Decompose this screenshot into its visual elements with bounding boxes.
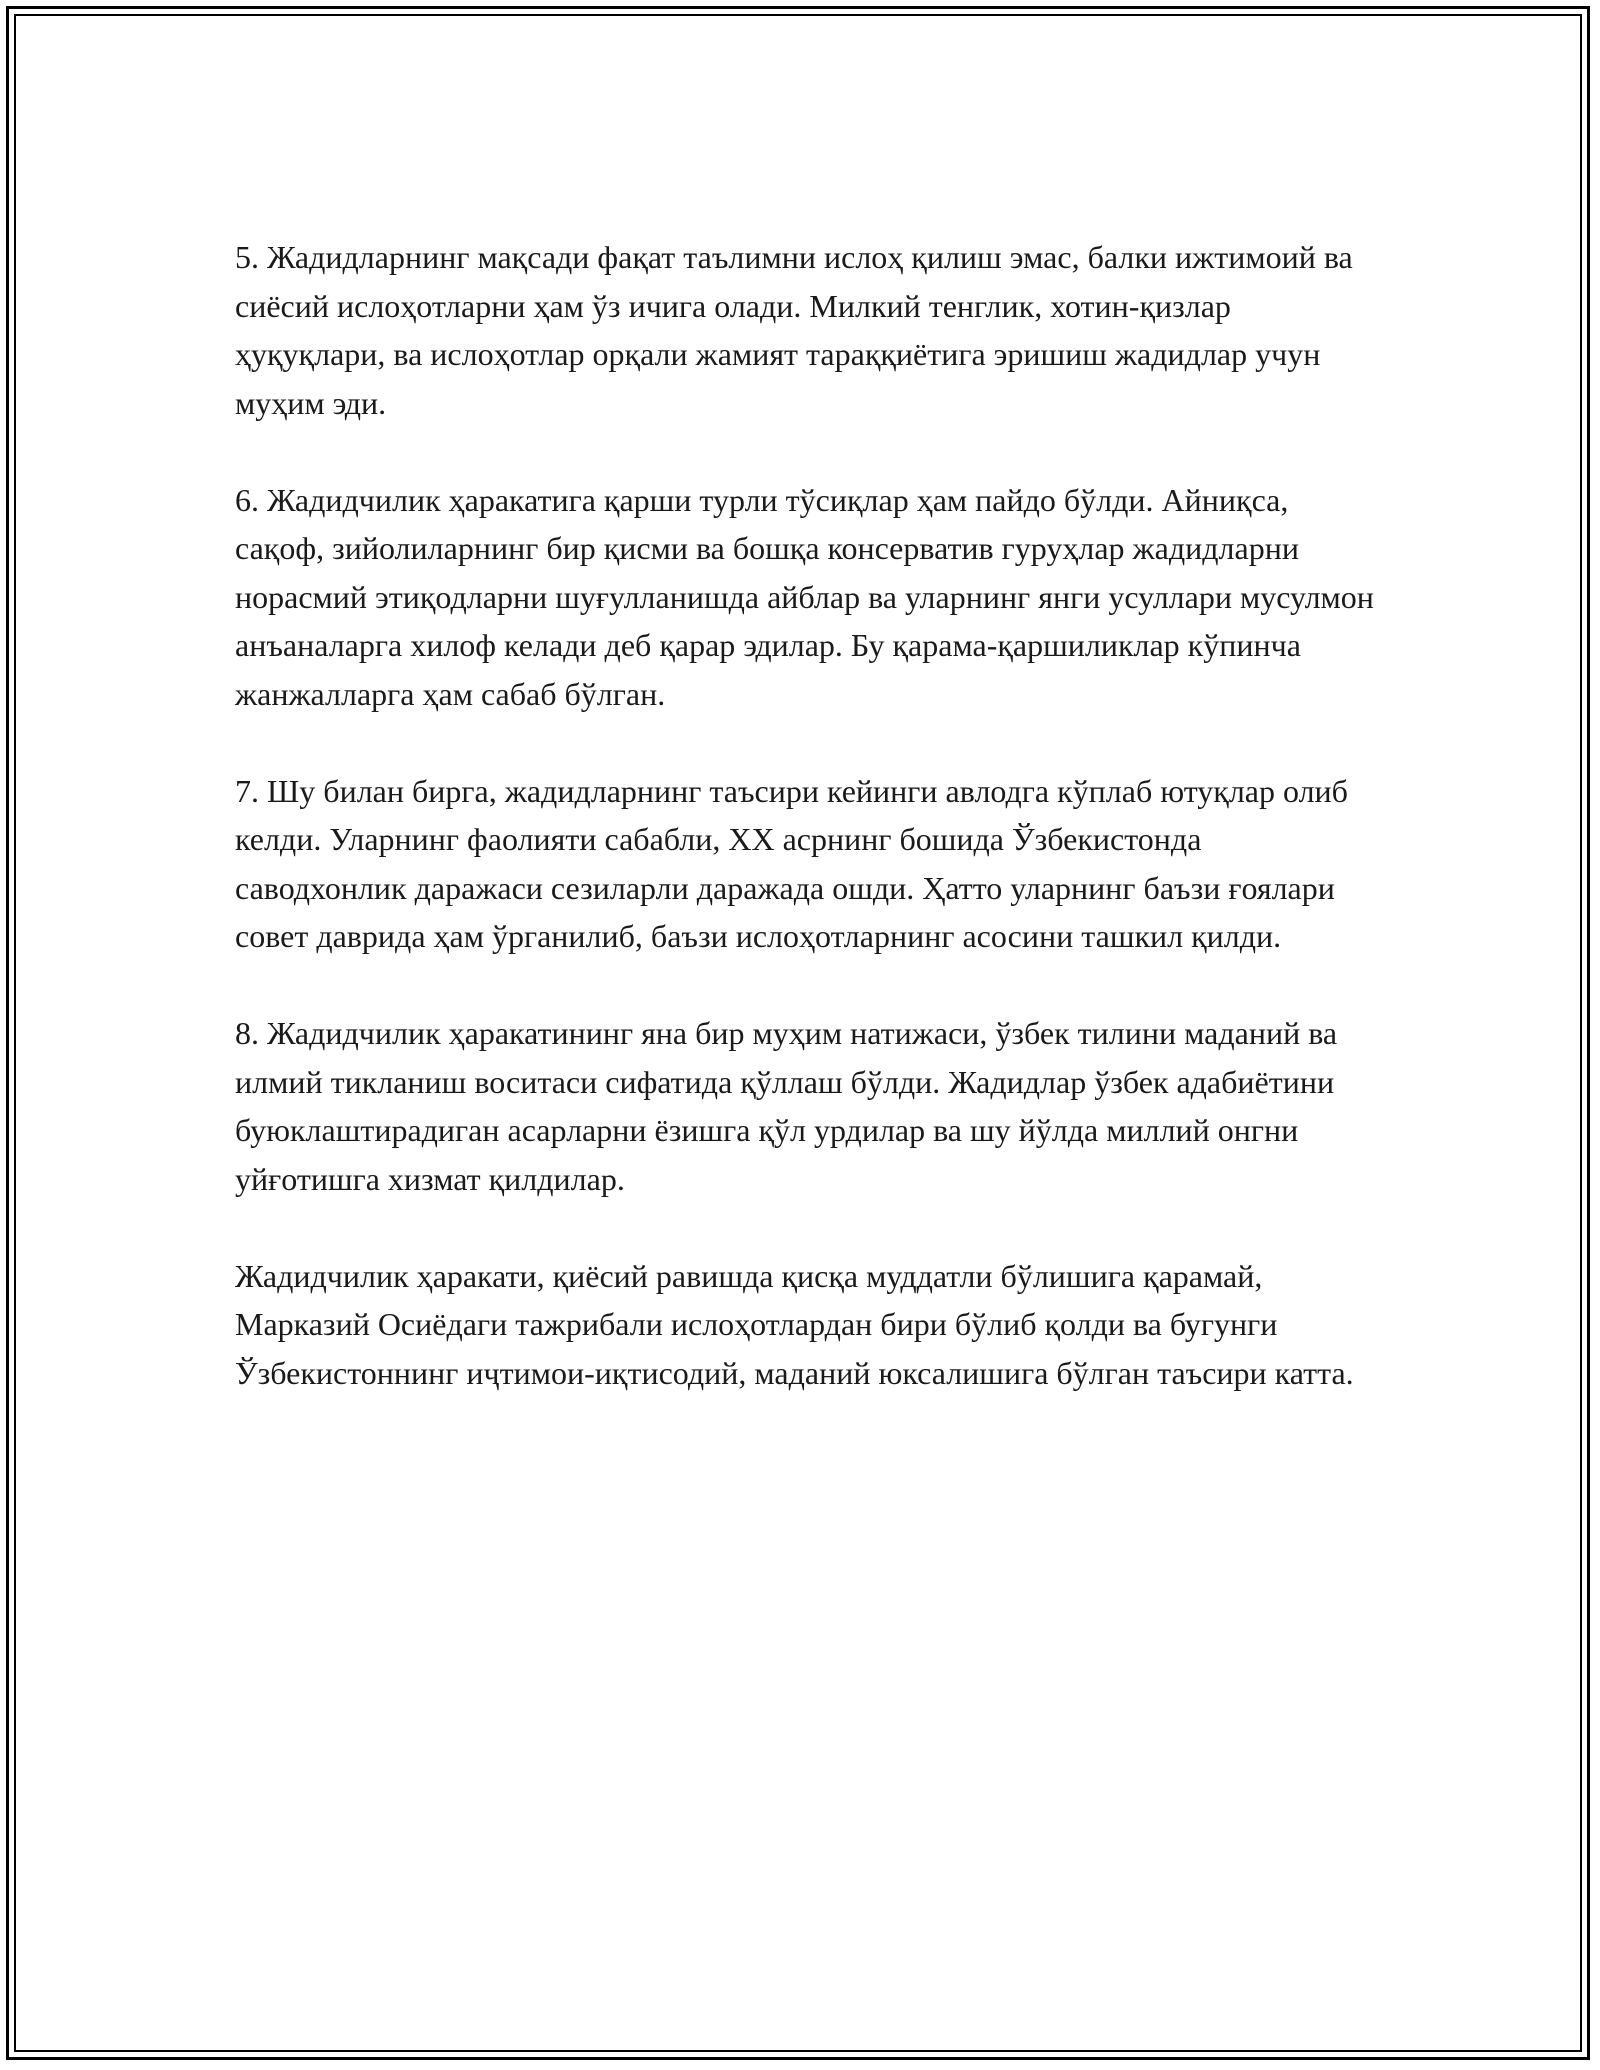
paragraph-6: 6. Жадидчилик ҳаракатига қарши турли тўсиқлар ҳам пайдо бўлди. Айниқса, сақоф, зийолиларнинг бир қисми ва бошқа консерватив гуруҳлар жадидларни норасмий этиқодларни шуғулланишда айблар ва уларнинг янги усуллари мусулмон анъаналарга хилоф келади деб қарар эдилар. Бу қарама-қаршиликлар кўпинча жанжалларга ҳам сабаб бўлган. <box>235 481 1374 712</box>
document-body <box>235 233 1380 1446</box>
paragraph-8: 8. Жадидчилик ҳаракатининг яна бир муҳим натижаси, ўзбек тилини маданий ва илмий тикланиш воситаси сифатида қўллаш бўлди. Жадидлар ўзбек адабиётини буюклаштирадиган асарларни ёзишга қўл урдилар ва шу йўлда миллий онгни уйғотишга хизмат қилдилар. <box>235 1015 1338 1197</box>
paragraph-conclusion: Жадидчилик ҳаракати, қиёсий равишда қисқа муддатли бўлишига қарамай, Марказий Осиёдаги тажрибали ислоҳотлардан бири бўлиб қолди ва бугунги Ўзбекистоннинг иҷтимои-иқтисодий, маданий юксалишига бўлган таъсири катта. <box>235 1257 1354 1391</box>
paragraph-5: 5. Жадидларнинг мақсади фақат таълимни ислоҳ қилиш эмас, балки ижтимоий ва сиёсий ислоҳотларни ҳам ўз ичига олади. Милкий тенглик, хотин-қизлар ҳуқуқлари, ва ислоҳотлар орқали жамият тараққиётига эришиш жадидлар учун муҳим эди. <box>235 239 1353 421</box>
paragraph-7: 7. Шу билан бирга, жадидларнинг таъсири кейинги авлодга кўплаб ютуқлар олиб келди. Уларнинг фаолияти сабабли, XX асрнинг бошида Ўзбекистонда саводхонлик даражаси сезиларли даражада ошди. Ҳатто уларнинг баъзи ғоялари совет даврида ҳам ўрганилиб, баъзи ислоҳотларнинг асосини ташкил қилди. <box>235 772 1348 954</box>
